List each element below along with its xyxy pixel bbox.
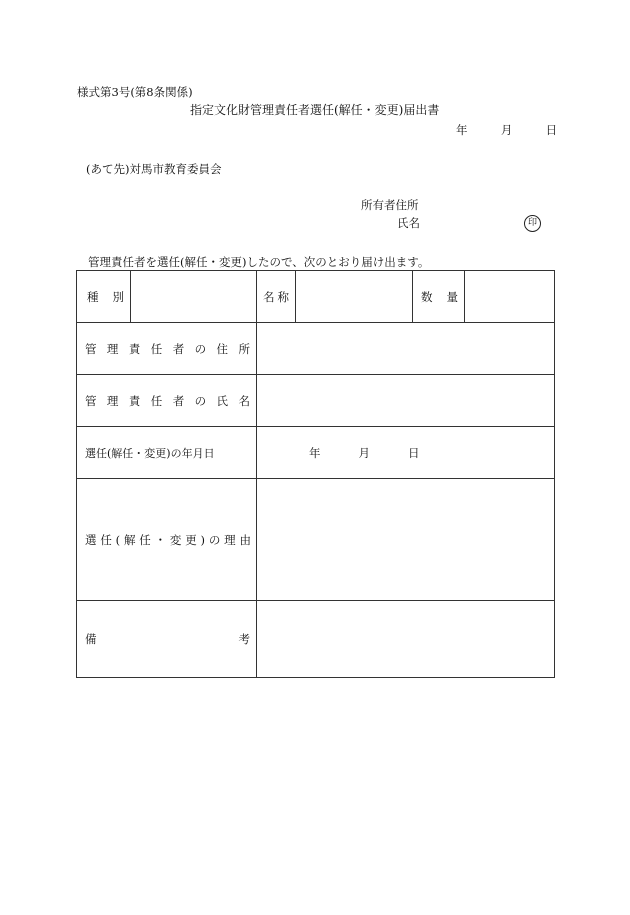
reason-label-cell: 選 任 ( 解 任 ・ 変 更 ) の 理 由 xyxy=(77,479,257,601)
item-name-input-cell[interactable] xyxy=(296,271,413,323)
remarks-input-cell[interactable] xyxy=(257,601,555,678)
notification-table xyxy=(76,270,555,678)
appointment-date-input-cell[interactable] xyxy=(257,427,555,479)
date-month-label: 月 xyxy=(358,445,370,460)
date-day-label: 日 xyxy=(408,445,420,460)
header-month-label: 月 xyxy=(500,123,513,137)
addressee: (あて先)対馬市教育委員会 xyxy=(86,162,222,176)
kind-input-cell[interactable] xyxy=(131,271,257,323)
manager-name-label-cell: 管 理 責 任 者 の 氏 名 xyxy=(77,375,257,427)
owner-address-label: 所有者住所 xyxy=(361,198,419,212)
owner-name-label: 氏名 xyxy=(397,216,420,230)
form-number: 様式第3号(第8条関係) xyxy=(77,85,193,99)
remarks-label-cell: 備 考 xyxy=(77,601,257,678)
page-title: 指定文化財管理責任者選任(解任・変更)届出書 xyxy=(190,103,440,117)
table-row-name xyxy=(77,375,555,427)
kind-label-cell: 種 別 xyxy=(77,271,131,323)
seal-icon: 印 xyxy=(524,215,541,232)
date-year-label: 年 xyxy=(309,445,321,460)
table-row-reason xyxy=(77,479,555,601)
header-date xyxy=(456,123,557,137)
intro-text: 管理責任者を選任(解任・変更)したので、次のとおり届け出ます。 xyxy=(88,255,430,269)
header-day-label: 日 xyxy=(545,123,558,137)
table-row-remarks xyxy=(77,601,555,678)
table-row-address xyxy=(77,323,555,375)
quantity-input-cell[interactable] xyxy=(465,271,555,323)
manager-address-label-cell: 管 理 責 任 者 の 住 所 xyxy=(77,323,257,375)
table-row-kind xyxy=(77,271,555,323)
item-name-label-cell: 名 称 xyxy=(257,271,296,323)
header-year-label: 年 xyxy=(456,123,468,137)
manager-name-input-cell[interactable] xyxy=(257,375,555,427)
appointment-date-label-cell: 選任(解任・変更)の年月日 xyxy=(77,427,257,479)
table-row-date xyxy=(77,427,555,479)
quantity-label-cell: 数 量 xyxy=(413,271,465,323)
reason-input-cell[interactable] xyxy=(257,479,555,601)
manager-address-input-cell[interactable] xyxy=(257,323,555,375)
